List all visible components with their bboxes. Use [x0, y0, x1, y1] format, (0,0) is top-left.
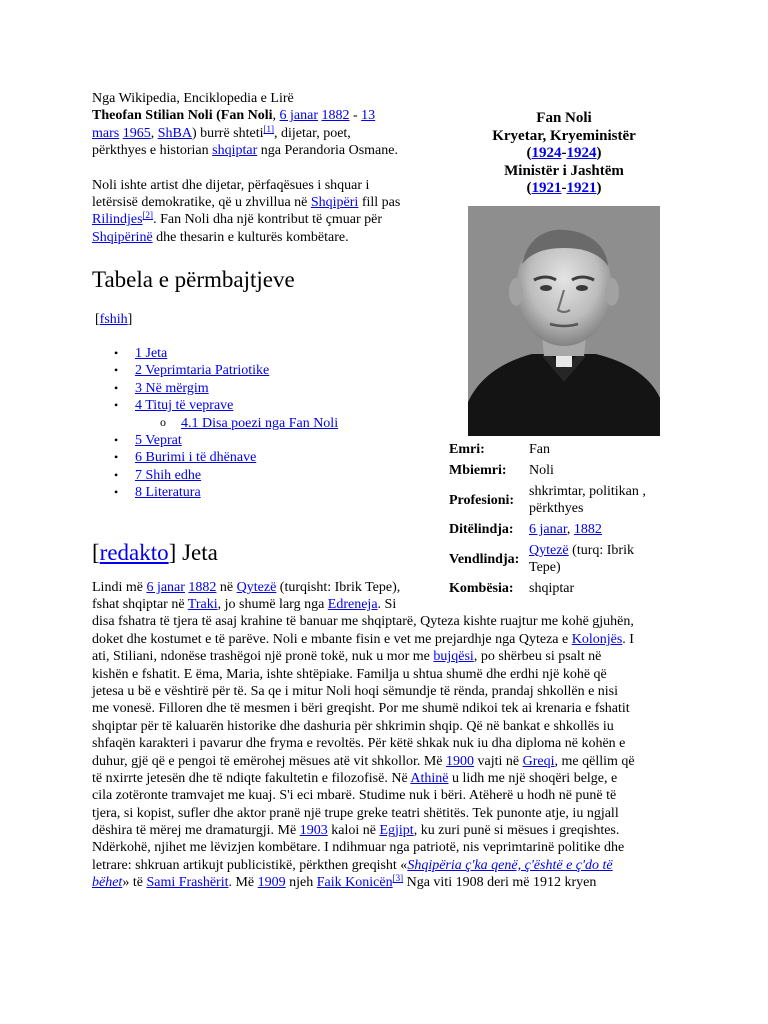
- faik-konica-link[interactable]: Faik Konicën: [316, 875, 393, 891]
- toc-hide-link[interactable]: fshih: [99, 312, 128, 327]
- country-link[interactable]: ShBA: [157, 125, 192, 141]
- albania-link[interactable]: Shqipëri: [310, 195, 359, 211]
- rilindja-link[interactable]: Rilindjes: [92, 212, 143, 228]
- term-2-to-link[interactable]: 1921: [566, 180, 597, 197]
- birth-year-link[interactable]: 1882: [321, 108, 350, 124]
- toc-list: [92, 345, 338, 502]
- toc-item: [92, 380, 338, 397]
- toc-item: [92, 484, 338, 501]
- body-intro-lines: [92, 579, 422, 596]
- toc-item: [92, 467, 338, 484]
- body-line: tjera, si kopist, sufler dhe aktor pranë një trupe greke teatri shëtitës. Tek punonte atje, iu ngjall: [92, 805, 619, 821]
- death-day-link[interactable]: 13: [361, 108, 376, 124]
- infobox-value: Noli: [529, 463, 554, 478]
- body-line: kishën e fshatit. E ëma, Maria, ishte shtëpiake. Familja u shtua shumë dhe erdhi një kohë që: [92, 666, 607, 682]
- infobox-role-1: Kryetar, Kryeministër: [492, 127, 636, 144]
- birth-year-link-2[interactable]: 1882: [188, 580, 217, 595]
- toc-link-3[interactable]: 3 Në mërgim: [135, 380, 209, 396]
- toc-link-1[interactable]: 1 Jeta: [135, 346, 168, 361]
- traki-link[interactable]: Traki: [187, 597, 218, 612]
- infobox-row: [448, 482, 658, 518]
- name-short: Fan Noli: [220, 108, 273, 124]
- infobox-row: [448, 461, 658, 480]
- infobox-name: Fan Noli: [536, 110, 592, 126]
- infobox-value: shkrimtar, politikan , përkthyes: [529, 484, 646, 516]
- toc-item: [92, 345, 338, 362]
- body-line: Lindi më 6 janar 1882 në Qytezë (turqisht: Ibrik Tepe),: [92, 580, 401, 595]
- source-line: Nga Wikipedia, Enciklopedia e Lirë: [92, 91, 294, 106]
- term-1-from-link[interactable]: 1924: [531, 145, 562, 162]
- infobox-key: Profesioni:: [449, 492, 515, 508]
- body-line: shfaqën karakteri i pavarur dhe fryma e revoltës. Për këtë shkak nuk iu dha diploma në kohën e: [92, 736, 626, 752]
- book-title-link-2[interactable]: bëhet: [92, 875, 123, 891]
- edit-section-link[interactable]: redakto: [99, 540, 169, 565]
- infobox-value: Qytezë (turq: Ibrik Tepe): [529, 543, 634, 575]
- portrait-image: [468, 206, 660, 436]
- infobox: [450, 110, 690, 436]
- toc-item: [92, 397, 338, 414]
- toc-item: [92, 449, 338, 466]
- body-line: të nxirrte jetesën dhe të ndiqte fakultetin e filozofisë. Në Athinë u lidh me një shoqëri belge, e: [92, 770, 618, 786]
- term-1-to-link[interactable]: 1924: [566, 145, 597, 162]
- toc-link-4[interactable]: 4 Tituj të veprave: [135, 398, 234, 414]
- second-paragraph: Noli ishte artist dhe dijetar, përfaqësues i shquar i letërsisë demokratike, që u zhvillua në Shqipëri fill pas Rilindjes[2]. Fan Noli dha një kontribut të çmuar për Shqipërinë dhe thesarin e kulturës kombëtare.: [92, 177, 401, 245]
- year-1900-link[interactable]: 1900: [446, 753, 475, 769]
- infobox-value: shqiptar: [529, 581, 575, 596]
- birth-day-link-3[interactable]: 6 janar: [529, 522, 567, 537]
- death-year-link[interactable]: 1965: [122, 125, 151, 141]
- body-line: shqiptar për të kaluarën historike dhe dashuria për shkrimin shqip. Që në bankat e shkollës iu: [92, 718, 614, 734]
- birth-day-link[interactable]: 6 janar: [279, 108, 318, 124]
- ref-3-link[interactable]: [3]: [392, 873, 404, 884]
- infobox-key: Emri:: [449, 442, 485, 457]
- toc-toggle: [fshih]: [95, 312, 133, 327]
- infobox-role-2: Ministër i Jashtëm: [504, 162, 624, 179]
- toc-link-5[interactable]: 5 Veprat: [135, 432, 182, 448]
- ref-2-link[interactable]: [2]: [142, 210, 154, 221]
- body-text: [92, 596, 680, 892]
- infobox-key: Kombësia:: [449, 581, 514, 596]
- book-title-link[interactable]: Shqipëria ç'ka qenë, ç'është e ç'do të: [407, 857, 613, 873]
- body-line: jetesa u bë e vështirë për të. Sa qe i mitur Noli hoqi sëmundje të rënda, prandaj shkollën e nisi: [92, 683, 619, 699]
- lede: [92, 90, 422, 246]
- body-line: fshat shqiptar në Traki, jo shumë larg nga Edreneja. Si: [92, 597, 397, 612]
- infobox-key: Mbiemri:: [449, 463, 507, 478]
- infobox-value: Fan: [529, 442, 550, 457]
- year-1903-link[interactable]: 1903: [299, 823, 328, 839]
- toc-item: [92, 432, 338, 449]
- section-heading: [redakto] Jeta: [92, 540, 218, 565]
- body-line: me vonesë. Filloren dhe të mesmen i bëri greqisht. Por me shumë ndikoi tek ai krenaria e fshatit: [92, 701, 630, 717]
- body-line: Ndërkohë, njihet me lëvizjen kombëtare. I ndihmuar nga patriotë, nis veprimtarinë politike dhe: [92, 840, 625, 856]
- section-title: Jeta: [182, 540, 218, 565]
- infobox-row: [448, 520, 658, 539]
- name-full: Theofan Stilian Noli: [92, 108, 213, 124]
- toc-link-2[interactable]: 2 Veprimtaria Patriotike: [135, 363, 270, 379]
- ref-1-link[interactable]: [1]: [263, 123, 274, 134]
- intro-paragraph: Nga Wikipedia, Enciklopedia e Lirë Theofan Stilian Noli (Fan Noli, 6 janar 1882 - 13 mars 1965, ShBA) burrë shteti[1], dijetar, poet, përkthyes e historian shqiptar nga Perandoria Osmane.: [92, 91, 398, 159]
- infobox-row: [448, 579, 658, 598]
- infobox-row: [448, 541, 658, 577]
- infobox-key: Ditëlindja:: [449, 522, 514, 537]
- infobox-value: 6 janar, 1882: [529, 522, 602, 537]
- qyteze-link-2[interactable]: Qytezë: [529, 543, 569, 558]
- toc-link-4-1[interactable]: 4.1 Disa poezi nga Fan Noli: [181, 415, 339, 431]
- toc-link-6[interactable]: 6 Burimi i të dhënave: [135, 450, 257, 466]
- body-line: disa fshatra të tjera të asaj krahine të banuar me shqiptarë, Qyteza kishte ruajtur me kohë gjuhën,: [92, 614, 634, 630]
- body-line: bëhet» të Sami Frashërit. Më 1909 njeh Faik Konicën[3] Nga viti 1908 deri më 1912 kryen: [92, 873, 597, 891]
- year-1909-link[interactable]: 1909: [257, 875, 286, 891]
- toc-link-8[interactable]: 8 Literatura: [135, 485, 201, 501]
- portrait-photo: [468, 206, 660, 436]
- albania-link-2[interactable]: Shqipërinë: [92, 229, 153, 245]
- egjipt-link[interactable]: Egjipt: [379, 823, 414, 839]
- toc-title: Tabela e përmbajtjeve: [92, 267, 295, 292]
- body-line: letrare: shkruan artikujt publicistikë, përkthen greqisht «Shqipëria ç'ka qenë, ç'është e ç'do të: [92, 857, 613, 873]
- infobox-table: [446, 438, 660, 600]
- toc-item: [92, 362, 338, 379]
- infobox-header: [450, 110, 678, 198]
- kolonje-link[interactable]: Kolonjës: [571, 631, 623, 647]
- albanian-link[interactable]: shqiptar: [212, 143, 258, 159]
- edreneja-link[interactable]: Edreneja: [327, 597, 378, 612]
- body-line: duhur, gjë që e pengoi të emërohej mësues atë vit shkollor. Më 1900 vajti në Greqi, me qëllim që: [92, 753, 635, 769]
- body-line: ati, Stiliani, ndonëse trashëgoi një pronë tokë, nuk u mor me bujqësi, po shërbeu si psalt në: [92, 649, 602, 665]
- greqi-link[interactable]: Greqi: [522, 753, 555, 769]
- birth-year-link-3[interactable]: 1882: [573, 522, 602, 537]
- sami-frasheri-link[interactable]: Sami Frashërit: [146, 875, 229, 891]
- athine-link[interactable]: Athinë: [410, 770, 449, 786]
- infobox-term-2: (1921-1921): [526, 180, 602, 197]
- toc-link-7[interactable]: 7 Shih edhe: [135, 467, 202, 483]
- infobox-key: Vendlindja:: [449, 551, 520, 567]
- body-line: doket dhe kostumet e të parëve. Noli e mbante fisin e vet me prejardhje nga Qyteza e Kolonjës. I: [92, 631, 634, 647]
- birth-day-link-2[interactable]: 6 janar: [146, 580, 185, 595]
- infobox-term-1: (1924-1924): [526, 145, 602, 162]
- infobox-row: [448, 440, 658, 459]
- death-month-link[interactable]: mars: [92, 125, 120, 141]
- term-2-from-link[interactable]: 1921: [531, 180, 562, 197]
- body-line: cila zotëronte tramvajet me kuaj. S'i eci mbarë. Studime nuk i bëri. Atëherë u hodh në punë të: [92, 788, 617, 804]
- qyteze-link[interactable]: Qytezë: [236, 580, 277, 595]
- bujqesi-link[interactable]: bujqësi: [433, 649, 474, 665]
- toc-subitem: [92, 415, 338, 432]
- body-line: dëshira të mërej me dramaturgji. Më 1903 kaloi në Egjipt, ku zuri punë si mësues i greqishtes.: [92, 823, 620, 839]
